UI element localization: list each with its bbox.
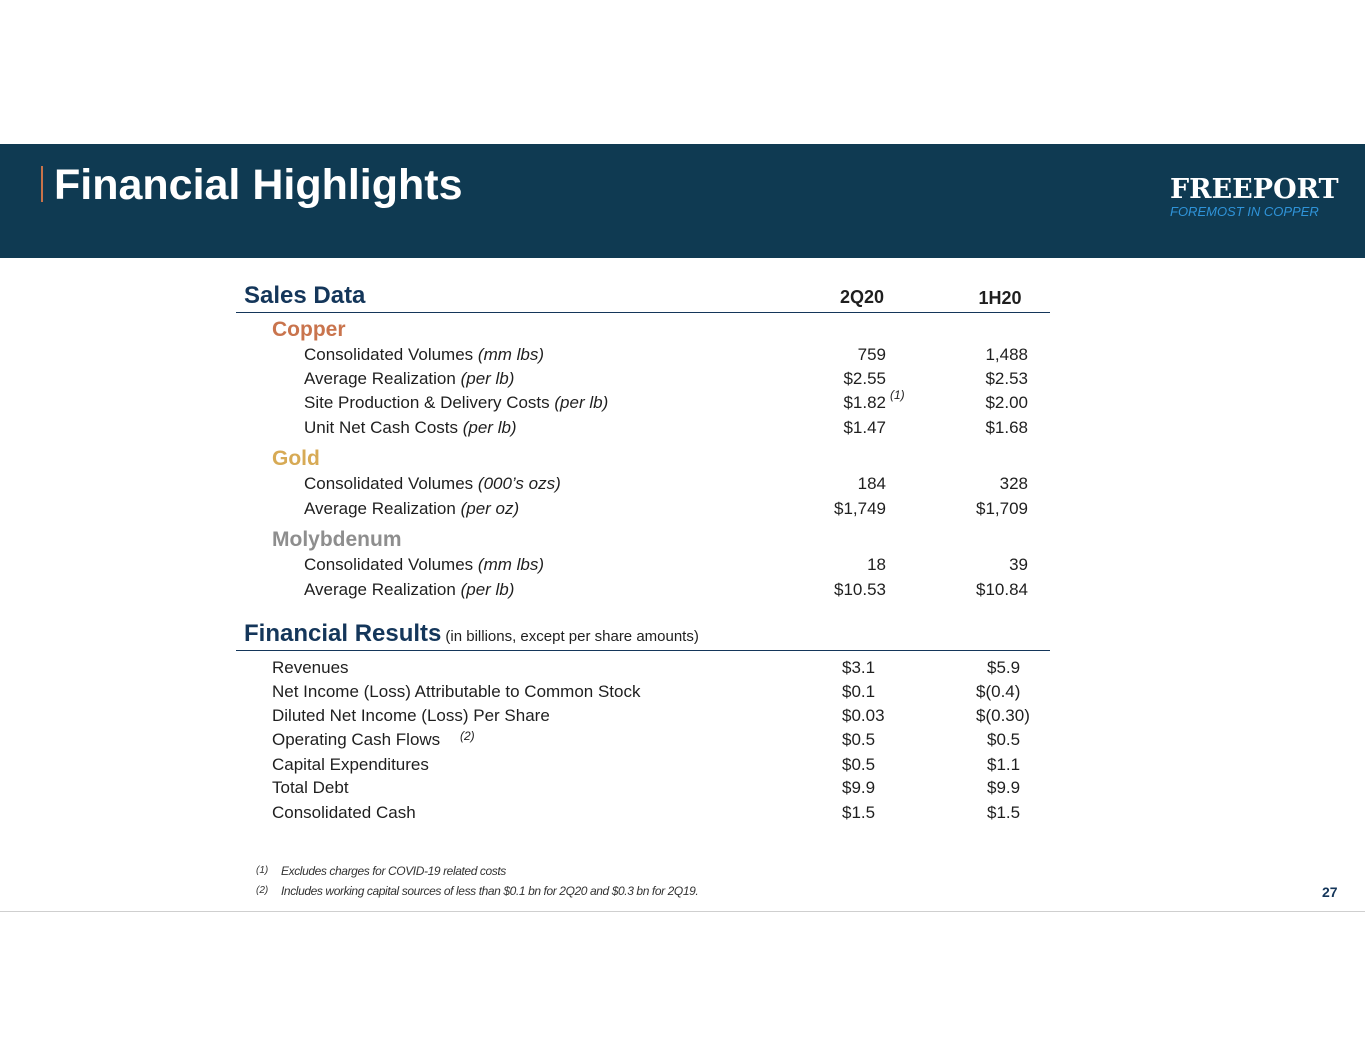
table-row (0, 554, 1365, 576)
value-1h20: 39 (1009, 555, 1028, 574)
column-header-1h20: 1H20 (978, 288, 1022, 308)
value-1h20: $10.84 (976, 580, 1028, 599)
table-row (0, 681, 1365, 703)
table-row (0, 344, 1365, 366)
value-2q20: 184 (857, 474, 886, 493)
value-2q20: $10.53 (834, 580, 886, 599)
value-1h20: $0.5 (987, 730, 1021, 749)
value-2q20: $1.82 (843, 393, 886, 412)
row-label: Average Realization (per lb) (304, 369, 515, 388)
row-label: Capital Expenditures (272, 755, 429, 774)
value-1h20: 328 (999, 474, 1028, 493)
header-banner (0, 144, 1365, 258)
table-row (0, 498, 1365, 520)
table-row (0, 754, 1365, 776)
row-label: Average Realization (per lb) (304, 580, 515, 599)
row-label: Net Income (Loss) Attributable to Common Stock (272, 682, 641, 701)
footnote-text: Includes working capital sources of less than $0.1 bn for 2Q20 and $0.3 bn for 2Q19. (281, 884, 699, 898)
table-row (0, 417, 1365, 439)
page-title: Financial Highlights (54, 161, 463, 209)
footnote-marker: (2) (256, 885, 269, 896)
value-1h20: $2.00 (985, 393, 1028, 412)
row-label: Operating Cash Flows (272, 730, 441, 749)
value-1h20: $5.9 (987, 658, 1021, 677)
table-row (0, 579, 1365, 601)
molybdenum-category: Molybdenum (272, 528, 402, 551)
value-1h20: $2.53 (985, 369, 1028, 388)
table-row (0, 777, 1365, 799)
freeport-logo (1170, 174, 1339, 219)
bottom-divider (0, 911, 1365, 912)
value-1h20: $(0.30) (976, 706, 1030, 725)
table-row (0, 368, 1365, 390)
value-2q20: $0.5 (842, 730, 876, 749)
sales-data-rule (236, 312, 1050, 313)
footnote-marker: (1) (256, 865, 269, 876)
table-row (0, 473, 1365, 495)
row-label: Consolidated Volumes (mm lbs) (304, 555, 545, 574)
copper-category: Copper (272, 318, 346, 341)
title-accent-bar (41, 166, 43, 202)
value-2q20: $0.1 (842, 682, 876, 701)
value-2q20: $0.5 (842, 755, 876, 774)
financial-results-heading: Financial Results (in billions, except per share amounts) (244, 620, 699, 647)
value-1h20: $(0.4) (976, 682, 1021, 701)
footnote-ref-1: (1) (890, 388, 905, 402)
value-2q20: $2.55 (843, 369, 886, 388)
value-2q20: 18 (867, 555, 886, 574)
financial-results-rule (236, 650, 1050, 651)
row-label: Site Production & Delivery Costs (per lb) (304, 393, 609, 412)
footnote-text: Excludes charges for COVID-19 related costs (281, 864, 506, 878)
table-row (0, 802, 1365, 824)
row-label: Consolidated Volumes (mm lbs) (304, 345, 545, 364)
value-2q20: $0.03 (842, 706, 885, 725)
value-2q20: $3.1 (842, 658, 876, 677)
row-label: Average Realization (per oz) (304, 499, 520, 518)
value-1h20: $1.68 (985, 418, 1028, 437)
page-number: 27 (1322, 884, 1338, 900)
logo-name: FREEPORT (1170, 174, 1339, 205)
column-header-2q20: 2Q20 (839, 287, 885, 307)
value-2q20: $9.9 (842, 778, 876, 797)
value-2q20: $1.47 (843, 418, 886, 437)
footnote-ref-2: (2) (460, 729, 475, 743)
value-2q20: $1.5 (842, 803, 876, 822)
table-row (0, 388, 1365, 414)
sales-data-heading: Sales Data (244, 282, 366, 309)
gold-category: Gold (272, 447, 320, 470)
value-1h20: $9.9 (987, 778, 1021, 797)
row-label: Consolidated Volumes (000’s ozs) (304, 474, 561, 493)
value-2q20: $1,749 (834, 499, 886, 518)
financial-results-note: (in billions, except per share amounts) (445, 628, 699, 645)
row-label: Consolidated Cash (272, 803, 416, 822)
value-1h20: $1,709 (976, 499, 1028, 518)
value-1h20: $1.1 (987, 755, 1021, 774)
value-2q20: 759 (857, 345, 886, 364)
row-label: Revenues (272, 658, 349, 677)
value-1h20: $1.5 (987, 803, 1021, 822)
table-row (0, 705, 1365, 727)
table-row (0, 729, 1365, 751)
row-label: Unit Net Cash Costs (per lb) (304, 418, 517, 437)
row-label: Diluted Net Income (Loss) Per Share (272, 706, 550, 725)
value-1h20: 1,488 (985, 345, 1028, 364)
table-row (0, 657, 1365, 679)
row-label: Total Debt (272, 778, 349, 797)
logo-tagline: FOREMOST IN COPPER (1170, 204, 1319, 219)
